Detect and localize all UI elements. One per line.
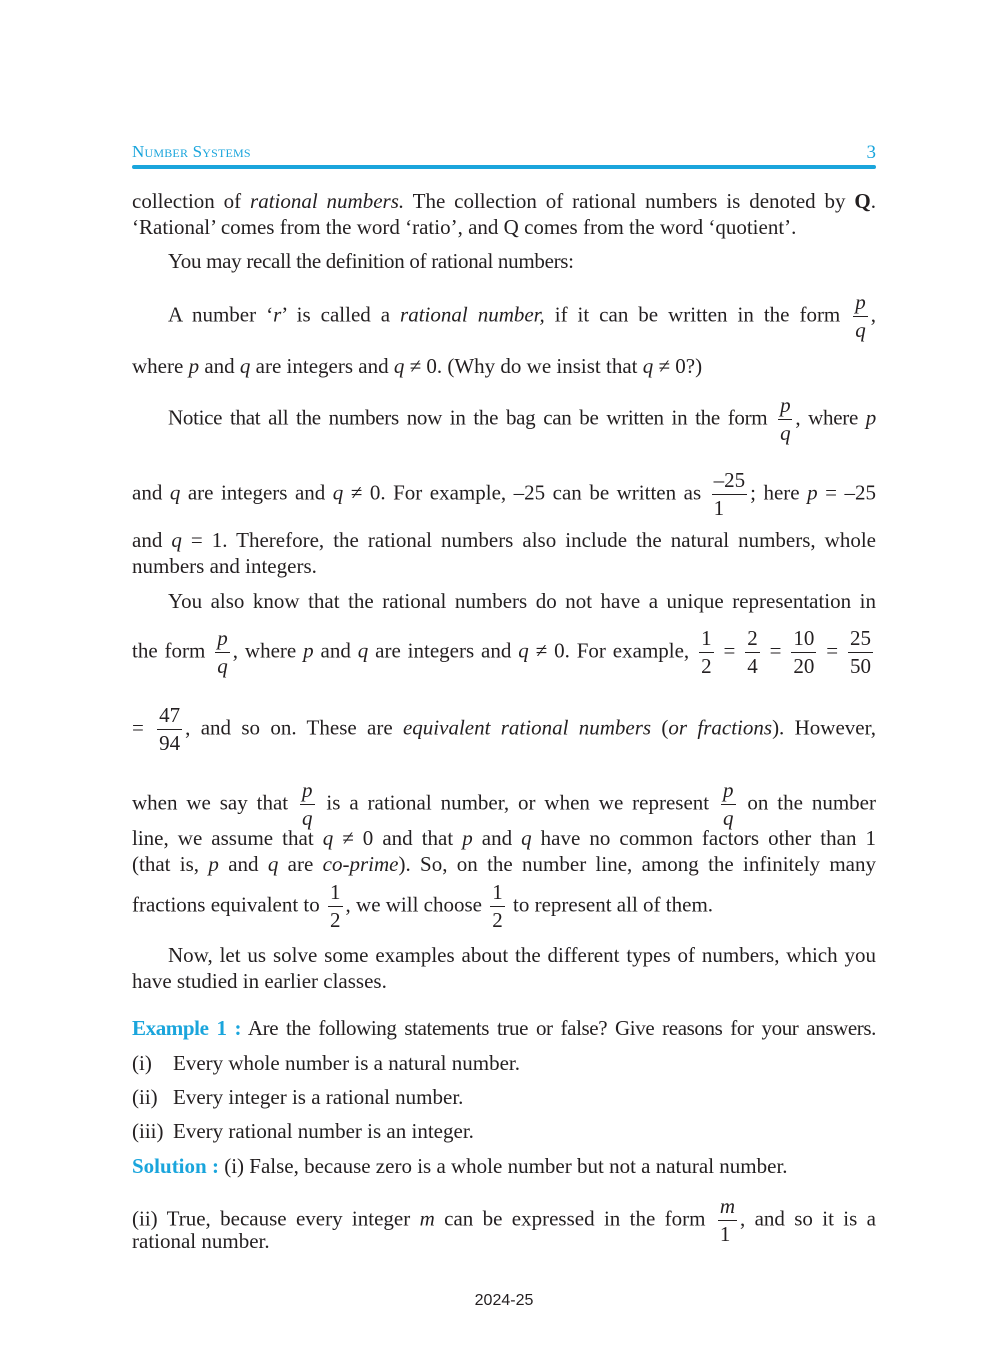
fraction: $\frac{p}{q}$ <box>217 626 228 678</box>
fraction: $\frac{p}{q}$ <box>302 778 313 830</box>
chapter-title: Number Systems <box>132 142 251 161</box>
fraction: $\frac{10}{20}$ <box>793 626 815 678</box>
header-rule <box>132 165 876 169</box>
solution-line: (ii) True, because every integer m can be expressed in the form $\frac{m}{1}$ , and so it is a <box>132 1194 876 1246</box>
list-item: (i) Every whole number is a natural number. <box>132 1051 520 1075</box>
fraction: $\frac{25}{50}$ <box>850 626 872 678</box>
solution-line: rational number. <box>132 1229 270 1253</box>
fraction: $\frac{1}{2}$ <box>701 626 712 678</box>
paragraph-line: ‘Rational’ comes from the word ‘ratio’, and Q comes from the word ‘quotient’. <box>132 215 797 239</box>
fraction: $\frac{p}{q}$ <box>855 290 866 342</box>
fraction: $\frac{p}{q}$ <box>780 393 791 445</box>
paragraph-line: Now, let us solve some examples about the different types of numbers, which you <box>168 943 876 967</box>
example-heading: Example 1 : Are the following statements true or false? Give reasons for your answers. <box>132 1016 876 1040</box>
page-footer-year: 2024-25 <box>474 1292 534 1309</box>
fraction: $\frac{1}{2}$ <box>330 880 341 932</box>
fraction: $\frac{47}{94}$ <box>159 703 181 755</box>
paragraph-line: fractions equivalent to $\frac{1}{2}$ , we will choose $\frac{1}{2}$ to represent all of them. <box>132 880 714 932</box>
paragraph-line: have studied in earlier classes. <box>132 969 387 993</box>
paragraph-line: and q = 1. Therefore, the rational numbers also include the natural numbers, whole <box>132 528 876 552</box>
example-label: Example 1 : <box>132 1016 242 1040</box>
paragraph-line: when we say that $\frac{p}{q}$ is a rational number, or when we represent $\frac{p}{q}$ on the number <box>132 778 876 830</box>
paragraph-line: and q are integers and q ≠ 0. For example, –25 can be written as $\frac{-25}{1}$ ; here p = –25 <box>132 468 876 520</box>
fraction: $\frac{p}{q}$ <box>723 778 734 830</box>
paragraph-line: You also know that the rational numbers do not have a unique representation in <box>168 589 876 613</box>
paragraph-line: You may recall the definition of rational numbers: <box>168 249 574 273</box>
paragraph-line: line, we assume that q ≠ 0 and that p and q have no common factors other than 1 <box>132 826 876 850</box>
solution-label: Solution : <box>132 1154 219 1178</box>
definition-line: where p and q are integers and q ≠ 0. (Why do we insist that q ≠ 0?) <box>132 354 703 378</box>
definition-line: A number ‘r’ is called a rational number, if it can be written in the form $\frac{p}{q}$ , <box>168 290 876 342</box>
fraction: $\frac{-25}{1}$ <box>713 468 746 520</box>
paragraph-line: (that is, p and q are co-prime). So, on the number line, among the infinitely many <box>132 852 876 876</box>
paragraph-line: the form $\frac{p}{q}$ , where p and q are integers and q ≠ 0. For example, $\frac{1}{2}$ = $\frac{2}{4}$ = $\frac{10}{20}$ = $\frac{25}{50}$ <box>132 626 872 678</box>
paragraph-line: collection of rational numbers. The collection of rational numbers is denoted by Q. <box>132 189 876 213</box>
list-item: (iii) Every rational number is an integer. <box>132 1119 474 1143</box>
fraction: $\frac{m}{1}$ <box>719 1194 735 1246</box>
paragraph-line: numbers and integers. <box>132 554 317 578</box>
fraction: $\frac{2}{4}$ <box>747 626 758 678</box>
paragraph-line: Notice that all the numbers now in the bag can be written in the form $\frac{p}{q}$ , where p <box>168 393 876 445</box>
fraction: $\frac{1}{2}$ <box>492 880 503 932</box>
paragraph-line: = $\frac{47}{94}$ , and so on. These are equivalent rational numbers (or fractions). However, <box>132 703 876 755</box>
list-item: (ii) Every integer is a rational number. <box>132 1085 464 1109</box>
solution-line: Solution : (i) False, because zero is a whole number but not a natural number. <box>132 1154 788 1178</box>
page-number: 3 <box>866 142 876 163</box>
